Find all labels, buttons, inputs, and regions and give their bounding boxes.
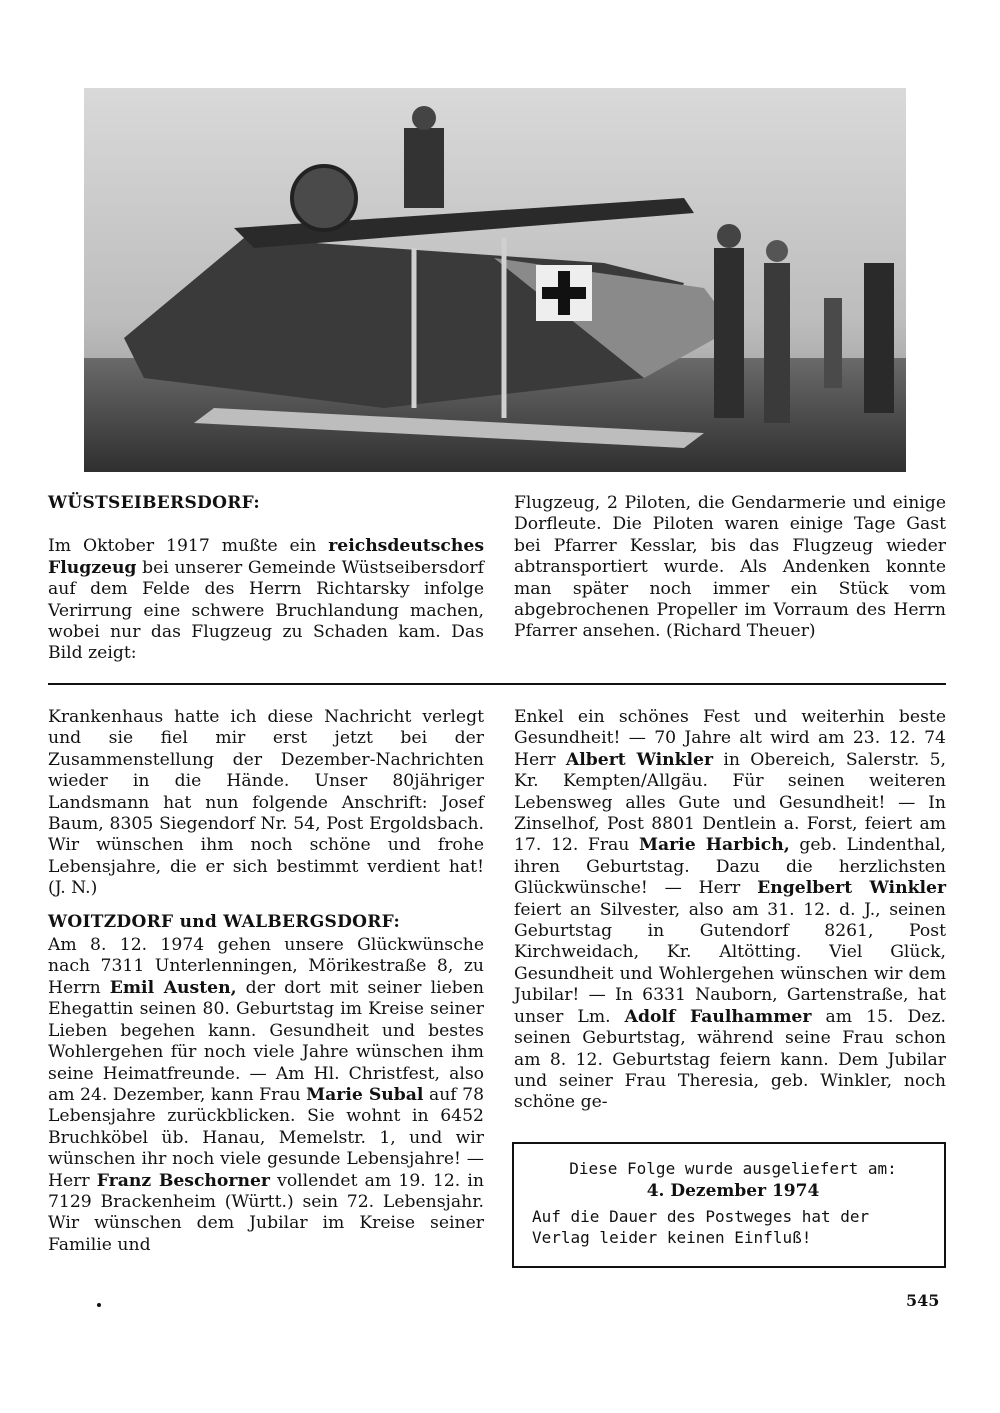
notice-line: Auf die Dauer des Postweges hat der Verlag leider keinen Einfluß! — [532, 1207, 870, 1247]
bold-name: Emil Austen, — [109, 977, 237, 998]
page-number: 545 — [906, 1291, 940, 1310]
section-heading: WOITZDORF und WALBERGSDORF: — [48, 911, 401, 932]
article1-paragraph — [48, 536, 484, 664]
article1-right-column — [514, 493, 946, 643]
paragraph — [514, 707, 946, 1114]
print-dot — [97, 1303, 101, 1307]
text-run: feiert an Silvester, also am 31. 12. d. J., seinen Geburtstag in Gutendorf 8261, Post Kirchweidach, Kr. Altötting. Viel Glück, Gesundheit und Wohlergehen wünschen wir dem Jubilar! — In 6331 Nauborn, Gartenstraße, hat unser Lm. — [514, 899, 946, 1027]
article1-paragraph-continued: Flugzeug, 2 Piloten, die Gendarmerie und einige Dorfleute. Die Piloten waren einige Tage Gast bei Pfarrer Kesslar, bis das Flugzeug wieder abtransportiert wurde. Als Andenken konnte man später noch immer ein Stück vom abgebrochenen Propeller im Vorraum des Herrn Pfarrer ansehen. (Richard Theuer) — [514, 493, 946, 642]
text-run: am 15. Dez. seinen Geburtstag, während seine Frau schon am 8. 12. Geburtstag feiern kann. Dem Jubilar und seiner Frau Theresia, geb. Winkler, noch schöne ge- — [514, 1006, 946, 1113]
text-run: auf 78 Lebensjahre zurückblicken. Sie wohnt in 6452 Bruchköbel üb. Hanau, Memelstr. 1, und wir wünschen ihr noch viele gesunde Lebensjahre! — Herr — [48, 1084, 484, 1191]
text-run: geb. Lindenthal, ihren Geburtstag. Dazu die herzlichsten Glückwünsche! — Herr — [514, 835, 946, 899]
bold-name: Marie Harbich, — [638, 835, 790, 856]
notice-date: 4. Dezember 1974 — [646, 1181, 820, 1201]
text-run: Am 8. 12. 1974 gehen unsere Glückwünsche nach 7311 Unterlenningen, Mörikestraße 8, zu Herrn — [48, 935, 484, 998]
right-column — [514, 707, 946, 1114]
biplane-crash-photo-icon — [84, 88, 906, 472]
text-run: Enkel ein schönes Fest und weiterhin beste Gesundheit! — 70 Jahre alt wird am 23. 12. 74 Herr — [514, 707, 946, 770]
bold-name: Albert Winkler — [565, 749, 714, 770]
text-run: bei unserer Gemeinde Wüstseibersdorf auf dem Felde des Herrn Richtarsky infolge Verirrung eine schwere Bruchlandung machen, wobei nur das Flugzeug zu Schaden kam. Das Bild zeigt: — [48, 557, 484, 664]
bold-name: Engelbert Winkler — [757, 878, 946, 899]
historical-photo — [84, 88, 906, 472]
text-run: vollendet am 19. 12. in 7129 Brackenheim (Württ.) sein 72. Lebensjahr. Wir wünschen dem Jubilar im Kreise seiner Familie und — [48, 1170, 484, 1255]
left-column — [48, 707, 484, 1256]
text-run: in Obereich, Salerstr. 5, Kr. Kempten/Allgäu. Für seinen weiteren Lebensweg alles Gute und Gesundheit! — In Zinselhof, Post 8801 Dentlein a. Forst, feiert am 17. 12. Frau — [514, 749, 946, 856]
text-run: Im Oktober 1917 mußte ein — [48, 536, 329, 557]
bold-name: Marie Subal — [306, 1084, 424, 1105]
delivery-notice-box — [512, 1142, 946, 1268]
bold-text: reichsdeutsches Flugzeug — [48, 536, 484, 578]
section-divider — [48, 683, 946, 685]
article1-left-column — [48, 493, 484, 665]
notice-line: Diese Folge wurde ausgeliefert am: — [569, 1159, 897, 1178]
paragraph — [48, 935, 484, 1256]
section-heading: WÜSTSEIBERSDORF: — [48, 493, 260, 513]
bold-name: Adolf Faulhammer — [624, 1006, 812, 1027]
bold-name: Franz Beschorner — [96, 1170, 270, 1191]
paragraph: Krankenhaus hatte ich diese Nachricht verlegt und sie fiel mir erst jetzt bei der Zusammenstellung der Dezember-Nachrichten wieder in die Hände. Unser 80jähriger Landsmann hat nun folgende Anschrift: Josef Baum, 8305 Siegendorf Nr. 54, Post Ergoldsbach. Wir wünschen ihm noch schöne und frohe Lebensjahre, die er sich bestimmt verdient hat! (J. N.) — [48, 707, 484, 899]
text-run: der dort mit seiner lieben Ehegattin seinen 80. Geburtstag im Kreise seiner Lieben begehen kann. Gesundheit und bestes Wohlergehen für noch viele Jahre wünschen ihm seine Heimatfreunde. — Am Hl. Christfest, also am 24. Dezember, kann Frau — [48, 977, 484, 1105]
